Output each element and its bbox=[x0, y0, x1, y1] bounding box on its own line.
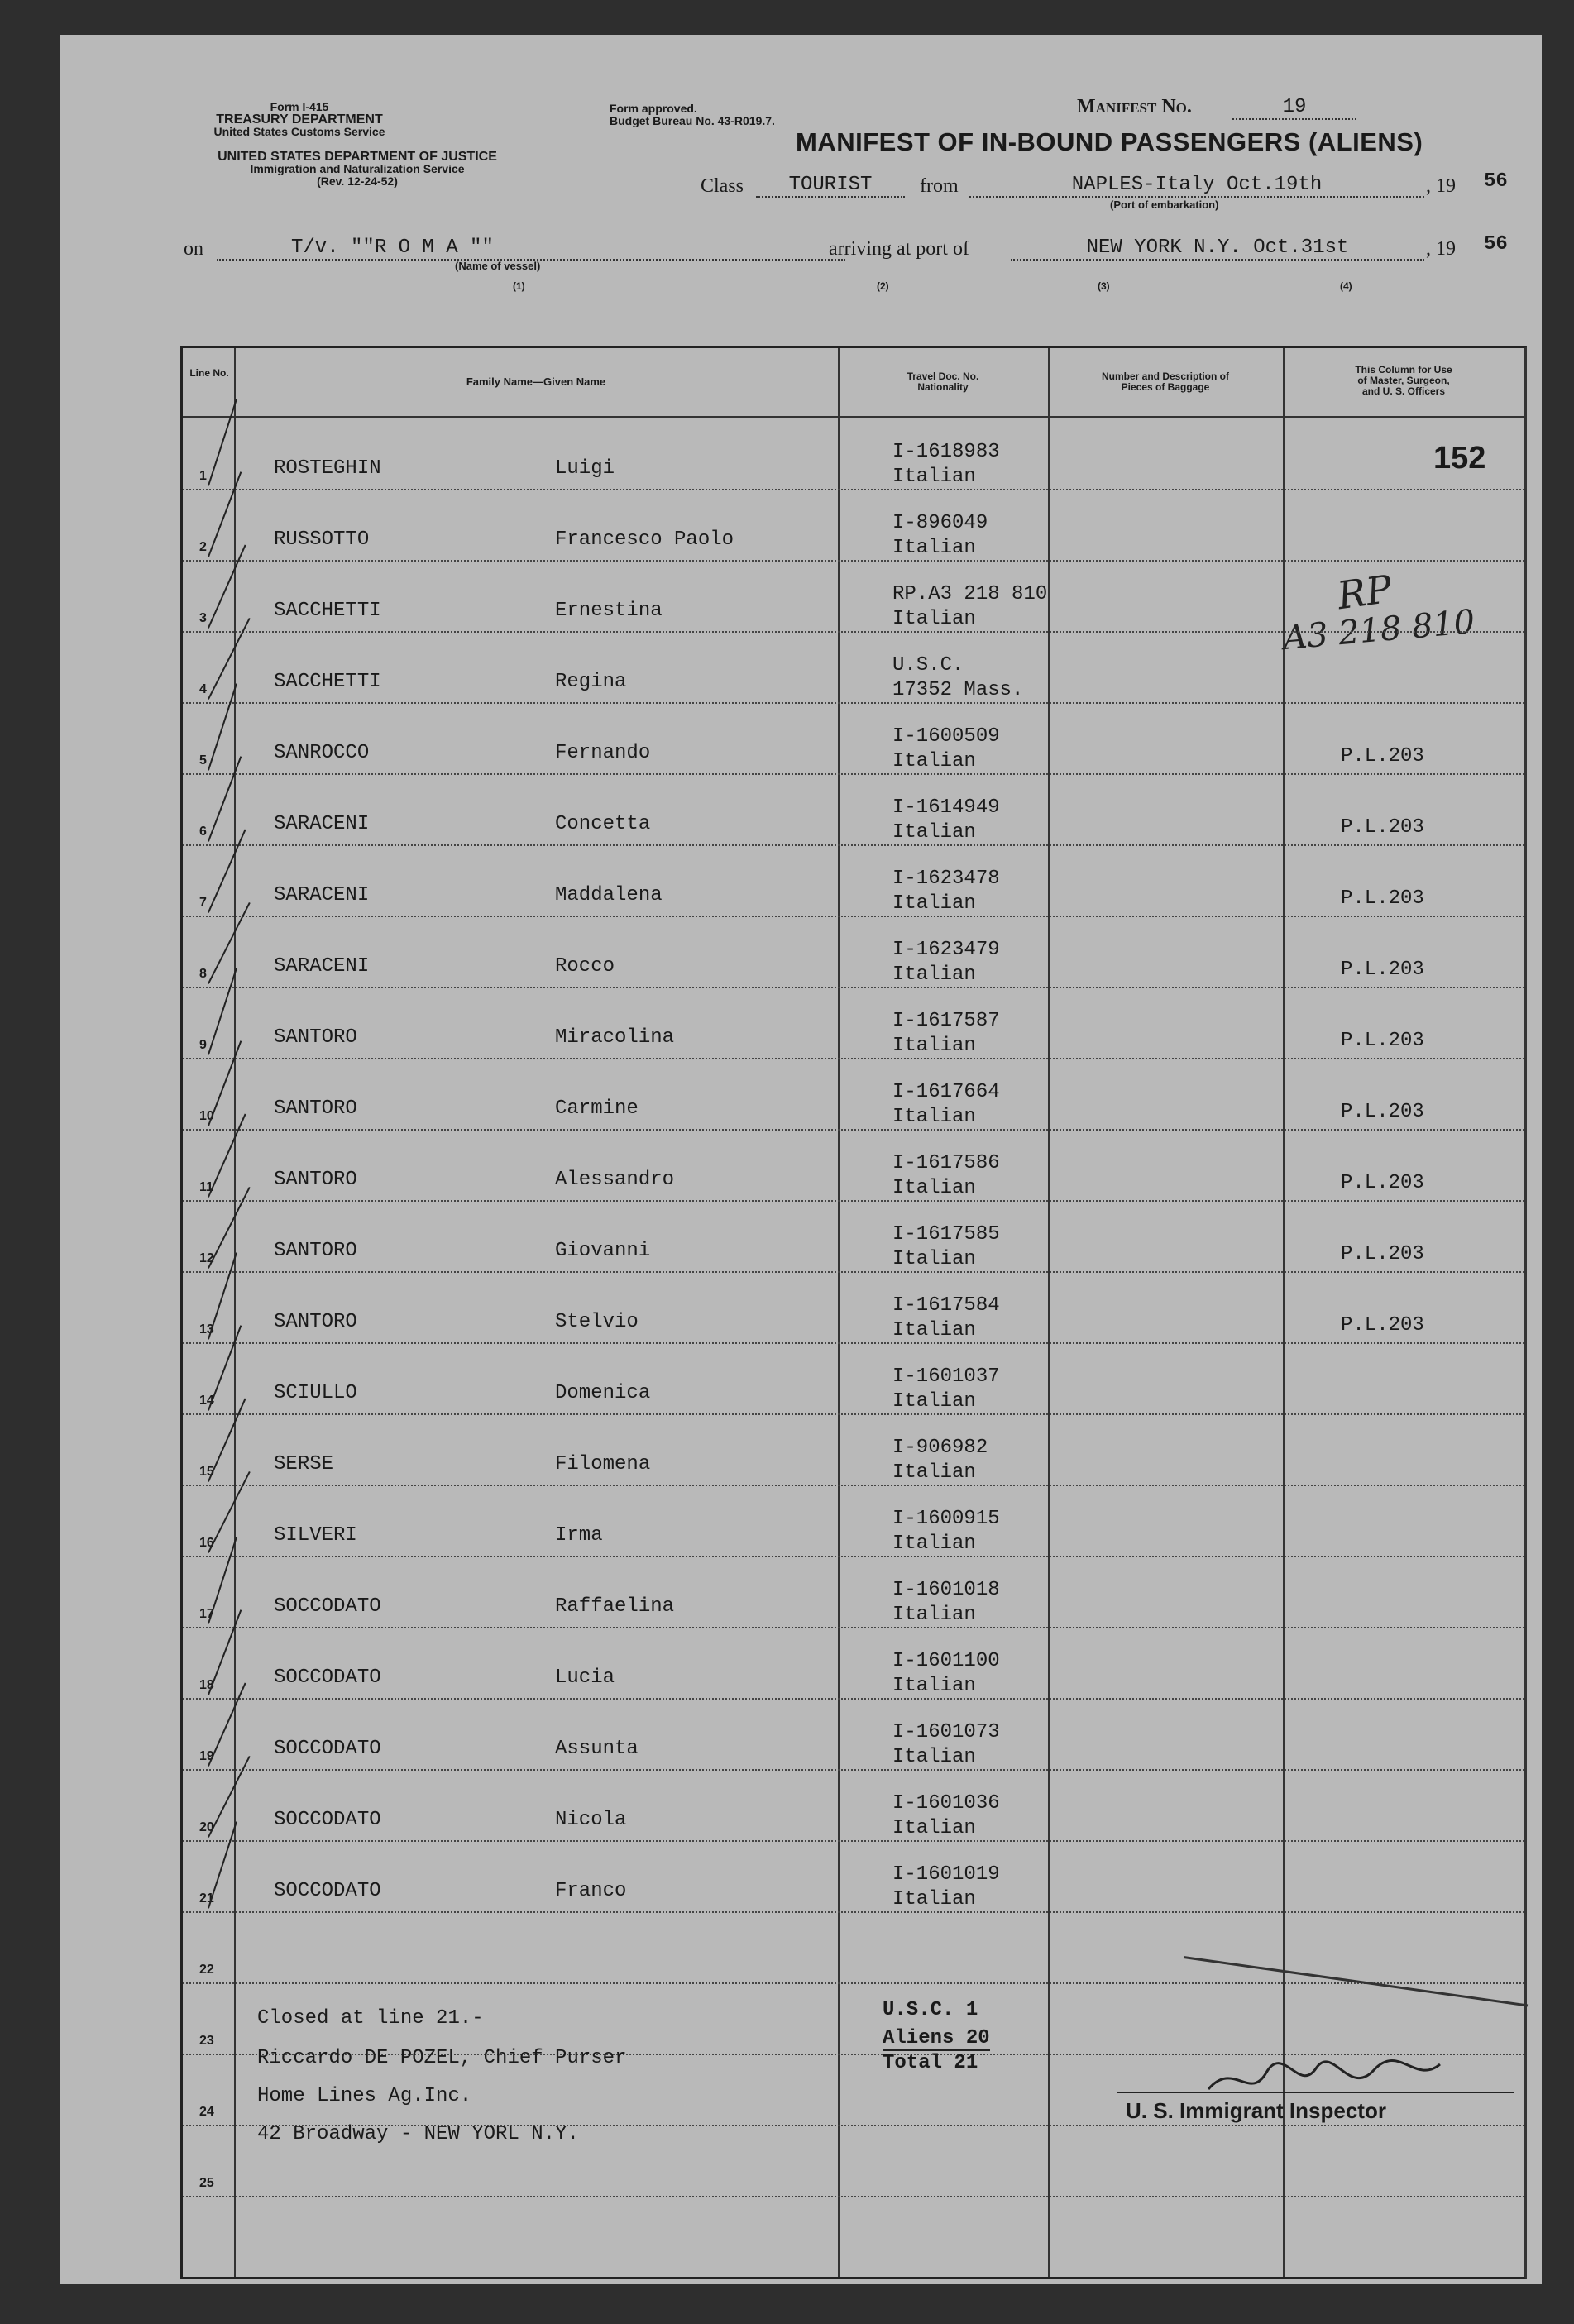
travel-doc-no: I-1601037 bbox=[892, 1365, 1000, 1388]
vessel-note: (Name of vessel) bbox=[455, 260, 541, 272]
nationality: Italian bbox=[892, 1106, 976, 1128]
header-divider bbox=[183, 416, 1524, 418]
family-name: SOCCODATO bbox=[274, 1738, 381, 1760]
travel-doc-no: I-1600509 bbox=[892, 725, 1000, 748]
col-num-4: (4) bbox=[1340, 280, 1352, 292]
travel-doc-no: I-1617664 bbox=[892, 1081, 1000, 1103]
nationality: Italian bbox=[892, 608, 976, 630]
given-name: Franco bbox=[555, 1880, 627, 1902]
line-number: 10 bbox=[199, 1109, 214, 1123]
given-name: Luigi bbox=[555, 457, 615, 480]
handwritten-rp: RP bbox=[1334, 566, 1395, 619]
year-2: 56 bbox=[1484, 233, 1508, 256]
doj-block bbox=[175, 151, 539, 188]
travel-doc-no: I-1601100 bbox=[892, 1650, 1000, 1672]
col-travel-doc bbox=[838, 371, 1048, 393]
nationality: Italian bbox=[892, 892, 976, 915]
travel-doc-no: U.S.C. bbox=[892, 654, 964, 677]
table-row bbox=[183, 1273, 1524, 1344]
travel-doc-no: I-1601073 bbox=[892, 1721, 1000, 1743]
line-number: 1 bbox=[199, 469, 207, 483]
line-number: 8 bbox=[199, 967, 207, 981]
travel-doc-no: I-906982 bbox=[892, 1437, 988, 1459]
line-number: 20 bbox=[199, 1820, 214, 1834]
line-number: 5 bbox=[199, 753, 207, 767]
table-row bbox=[183, 419, 1524, 490]
table-row bbox=[183, 775, 1524, 846]
given-name: Francesco Paolo bbox=[555, 528, 734, 551]
given-name: Giovanni bbox=[555, 1240, 651, 1262]
family-name: SILVERI bbox=[274, 1524, 357, 1547]
budget-bureau: Budget Bureau No. 43-R019.7. bbox=[610, 114, 775, 127]
line-number: 16 bbox=[199, 1536, 214, 1550]
col-travel-doc-label: Travel Doc. No. bbox=[907, 371, 979, 382]
manifest-no-label: Manifest No. bbox=[1077, 96, 1192, 117]
line-number: 22 bbox=[199, 1963, 214, 1977]
nationality: Italian bbox=[892, 1604, 976, 1626]
on-label: on bbox=[184, 238, 203, 260]
nationality: Italian bbox=[892, 1888, 976, 1910]
given-name: Assunta bbox=[555, 1738, 639, 1760]
line-number: 14 bbox=[199, 1394, 214, 1408]
given-name: Nicola bbox=[555, 1809, 627, 1831]
col-officer-label-3: and U. S. Officers bbox=[1361, 385, 1446, 397]
nationality: Italian bbox=[892, 466, 976, 488]
page-number: 152 bbox=[1433, 441, 1486, 476]
line-number: 4 bbox=[199, 682, 207, 696]
line-number: 24 bbox=[199, 2105, 214, 2119]
ins: Immigration and Naturalization Service bbox=[250, 162, 465, 175]
travel-doc-no: I-1617584 bbox=[892, 1294, 1000, 1317]
line-number: 19 bbox=[199, 1749, 214, 1763]
family-name: SANTORO bbox=[274, 1240, 357, 1262]
nationality: Italian bbox=[892, 1533, 976, 1555]
given-name: Stelvio bbox=[555, 1311, 639, 1333]
col-officer-use bbox=[1283, 365, 1524, 397]
given-name: Ernestina bbox=[555, 600, 663, 622]
total-all: Total 21 bbox=[883, 2052, 978, 2074]
given-name: Rocco bbox=[555, 955, 615, 978]
line-number: 17 bbox=[199, 1607, 214, 1621]
col-num-2: (2) bbox=[877, 280, 889, 292]
given-name: Maddalena bbox=[555, 884, 663, 906]
officer-note: P.L.203 bbox=[1341, 1314, 1424, 1337]
officer-note: P.L.203 bbox=[1341, 745, 1424, 767]
total-usc: U.S.C. 1 bbox=[883, 1999, 978, 2021]
form-number: Form I-415 bbox=[270, 100, 329, 113]
nationality: Italian bbox=[892, 537, 976, 559]
nationality: Italian bbox=[892, 1035, 976, 1057]
table-row bbox=[183, 633, 1524, 704]
family-name: SANTORO bbox=[274, 1311, 357, 1333]
nationality: Italian bbox=[892, 1675, 976, 1697]
travel-doc-no: RP.A3 218 810 bbox=[892, 583, 1048, 605]
travel-doc-no: I-1623479 bbox=[892, 939, 1000, 961]
arriving-label: arriving at port of bbox=[829, 238, 969, 260]
inspector-label: U. S. Immigrant Inspector bbox=[1126, 2098, 1386, 2123]
given-name: Concetta bbox=[555, 813, 651, 835]
given-name: Raffaelina bbox=[555, 1595, 675, 1618]
family-name: SOCCODATO bbox=[274, 1666, 381, 1689]
family-name: SCIULLO bbox=[274, 1382, 357, 1404]
table-row bbox=[183, 1131, 1524, 1202]
signature-icon bbox=[1200, 2052, 1448, 2110]
travel-doc-no: I-1600915 bbox=[892, 1508, 1000, 1530]
inspector-signature bbox=[1200, 2052, 1448, 2114]
family-name: SANTORO bbox=[274, 1026, 357, 1049]
col-num-1: (1) bbox=[513, 280, 525, 292]
col-officer-label-1: This Column for Use bbox=[1355, 364, 1452, 375]
table-row bbox=[183, 1486, 1524, 1557]
table-row bbox=[183, 704, 1524, 775]
nationality: Italian bbox=[892, 964, 976, 986]
line-number: 15 bbox=[199, 1465, 214, 1479]
travel-doc-no: I-1601036 bbox=[892, 1792, 1000, 1815]
line-number: 12 bbox=[199, 1251, 214, 1265]
family-name: SARACENI bbox=[274, 955, 370, 978]
family-name: SANTORO bbox=[274, 1169, 357, 1191]
line-number: 11 bbox=[199, 1180, 213, 1194]
approval-block bbox=[610, 103, 775, 127]
customs-service: United States Customs Service bbox=[213, 125, 385, 138]
officer-note: P.L.203 bbox=[1341, 1243, 1424, 1265]
page-title: MANIFEST OF IN-BOUND PASSENGERS (ALIENS) bbox=[796, 127, 1423, 156]
travel-doc-no: I-1618983 bbox=[892, 441, 1000, 463]
line-number: 21 bbox=[199, 1891, 214, 1906]
travel-doc-no: I-1614949 bbox=[892, 796, 1000, 819]
line-number: 6 bbox=[199, 825, 207, 839]
line-number: 9 bbox=[199, 1038, 207, 1052]
closing-line-3: Home Lines Ag.Inc. bbox=[257, 2085, 472, 2107]
family-name: ROSTEGHIN bbox=[274, 457, 381, 480]
family-name: SACCHETTI bbox=[274, 600, 381, 622]
col-officer-label-2: of Master, Surgeon, bbox=[1357, 375, 1450, 386]
table-row bbox=[183, 1202, 1524, 1273]
class-label: Class bbox=[701, 175, 744, 197]
nationality: Italian bbox=[892, 750, 976, 772]
nationality: Italian bbox=[892, 1817, 976, 1839]
table-row bbox=[183, 1059, 1524, 1131]
table-row bbox=[183, 1557, 1524, 1628]
nationality: Italian bbox=[892, 821, 976, 844]
nationality: 17352 Mass. bbox=[892, 679, 1024, 701]
officer-note: P.L.203 bbox=[1341, 887, 1424, 910]
given-name: Carmine bbox=[555, 1097, 639, 1120]
manifest-no-value: 19 bbox=[1232, 96, 1356, 120]
given-name: Regina bbox=[555, 671, 627, 693]
table-row bbox=[183, 562, 1524, 633]
year-1: 56 bbox=[1484, 170, 1508, 193]
nationality: Italian bbox=[892, 1461, 976, 1484]
table-row bbox=[183, 846, 1524, 917]
line-number: 23 bbox=[199, 2034, 214, 2048]
travel-doc-no: I-1601019 bbox=[892, 1863, 1000, 1886]
given-name: Irma bbox=[555, 1524, 603, 1547]
col-name: Family Name—Given Name bbox=[466, 375, 606, 388]
closing-line-4: 42 Broadway - NEW YORL N.Y. bbox=[257, 2123, 579, 2145]
table-row bbox=[183, 1700, 1524, 1771]
year-prefix-2: , 19 bbox=[1426, 238, 1456, 260]
check-mark bbox=[208, 399, 237, 485]
given-name: Miracolina bbox=[555, 1026, 675, 1049]
arriving-value: NEW YORK N.Y. Oct.31st bbox=[1011, 237, 1424, 261]
table-row bbox=[183, 1344, 1524, 1415]
table-row bbox=[183, 1415, 1524, 1486]
table-row bbox=[183, 1771, 1524, 1842]
table-row bbox=[183, 1628, 1524, 1700]
nationality: Italian bbox=[892, 1177, 976, 1199]
officer-note: P.L.203 bbox=[1341, 959, 1424, 981]
table-row bbox=[183, 1842, 1524, 1913]
form-approved: Form approved. bbox=[610, 102, 697, 115]
closing-line-2: Riccardo DE POZEL, Chief Purser bbox=[257, 2047, 627, 2069]
line-number: 18 bbox=[199, 1678, 214, 1692]
col-num-3: (3) bbox=[1098, 280, 1110, 292]
doj: UNITED STATES DEPARTMENT OF JUSTICE bbox=[218, 150, 497, 164]
nationality: Italian bbox=[892, 1746, 976, 1768]
family-name: SACCHETTI bbox=[274, 671, 381, 693]
given-name: Lucia bbox=[555, 1666, 615, 1689]
family-name: SOCCODATO bbox=[274, 1595, 381, 1618]
given-name: Domenica bbox=[555, 1382, 651, 1404]
line-number: 25 bbox=[199, 2176, 214, 2190]
from-value: NAPLES-Italy Oct.19th bbox=[969, 174, 1424, 198]
officer-note: P.L.203 bbox=[1341, 1101, 1424, 1123]
family-name: SOCCODATO bbox=[274, 1809, 381, 1831]
col-baggage bbox=[1048, 371, 1283, 393]
handwritten-rp-number: A3 218 810 bbox=[1281, 602, 1477, 658]
family-name: SARACENI bbox=[274, 813, 370, 835]
line-number: 13 bbox=[199, 1322, 214, 1337]
table-row bbox=[183, 490, 1524, 562]
officer-note: P.L.203 bbox=[1341, 1172, 1424, 1194]
travel-doc-no: I-1617585 bbox=[892, 1223, 1000, 1246]
total-aliens: Aliens 20 bbox=[883, 2027, 990, 2049]
col-nationality-label: Nationality bbox=[917, 381, 969, 393]
travel-doc-no: I-1601018 bbox=[892, 1579, 1000, 1601]
line-number: 7 bbox=[199, 896, 207, 910]
port-embark-note: (Port of embarkation) bbox=[1110, 198, 1219, 211]
nationality: Italian bbox=[892, 1319, 976, 1341]
travel-doc-no: I-1617586 bbox=[892, 1152, 1000, 1174]
travel-doc-no: I-1617587 bbox=[892, 1010, 1000, 1032]
line-number: 2 bbox=[199, 540, 207, 554]
line-number: 3 bbox=[199, 611, 207, 625]
table-row bbox=[183, 917, 1524, 988]
family-name: SARACENI bbox=[274, 884, 370, 906]
passenger-table bbox=[180, 346, 1527, 2279]
nationality: Italian bbox=[892, 1248, 976, 1270]
nationality: Italian bbox=[892, 1390, 976, 1413]
family-name: SANTORO bbox=[274, 1097, 357, 1120]
travel-doc-no: I-1623478 bbox=[892, 868, 1000, 890]
family-name: RUSSOTTO bbox=[274, 528, 370, 551]
closing-line-1: Closed at line 21.- bbox=[257, 2007, 484, 2030]
col-line-no: Line No. bbox=[189, 367, 229, 379]
officer-note: P.L.203 bbox=[1341, 816, 1424, 839]
travel-doc-no: I-896049 bbox=[892, 512, 988, 534]
class-value: TOURIST bbox=[756, 174, 905, 198]
given-name: Fernando bbox=[555, 742, 651, 764]
table-row bbox=[183, 988, 1524, 1059]
from-label: from bbox=[920, 175, 959, 197]
col-baggage-label-2: Pieces of Baggage bbox=[1121, 381, 1210, 393]
revision: (Rev. 12-24-52) bbox=[317, 175, 398, 188]
vessel-name: T/v. ""R O M A "" bbox=[217, 237, 845, 261]
col-baggage-label-1: Number and Description of bbox=[1101, 371, 1229, 382]
row-divider bbox=[183, 2196, 1524, 2197]
family-name: SANROCCO bbox=[274, 742, 370, 764]
family-name: SERSE bbox=[274, 1453, 334, 1475]
officer-note: P.L.203 bbox=[1341, 1030, 1424, 1052]
given-name: Filomena bbox=[555, 1453, 651, 1475]
table-row bbox=[183, 1913, 1524, 1984]
given-name: Alessandro bbox=[555, 1169, 675, 1191]
form-header-block bbox=[159, 101, 440, 138]
family-name: SOCCODATO bbox=[274, 1880, 381, 1902]
year-prefix-1: , 19 bbox=[1426, 175, 1456, 197]
treasury-dept: TREASURY DEPARTMENT bbox=[216, 112, 383, 127]
manifest-sheet bbox=[60, 35, 1542, 2284]
